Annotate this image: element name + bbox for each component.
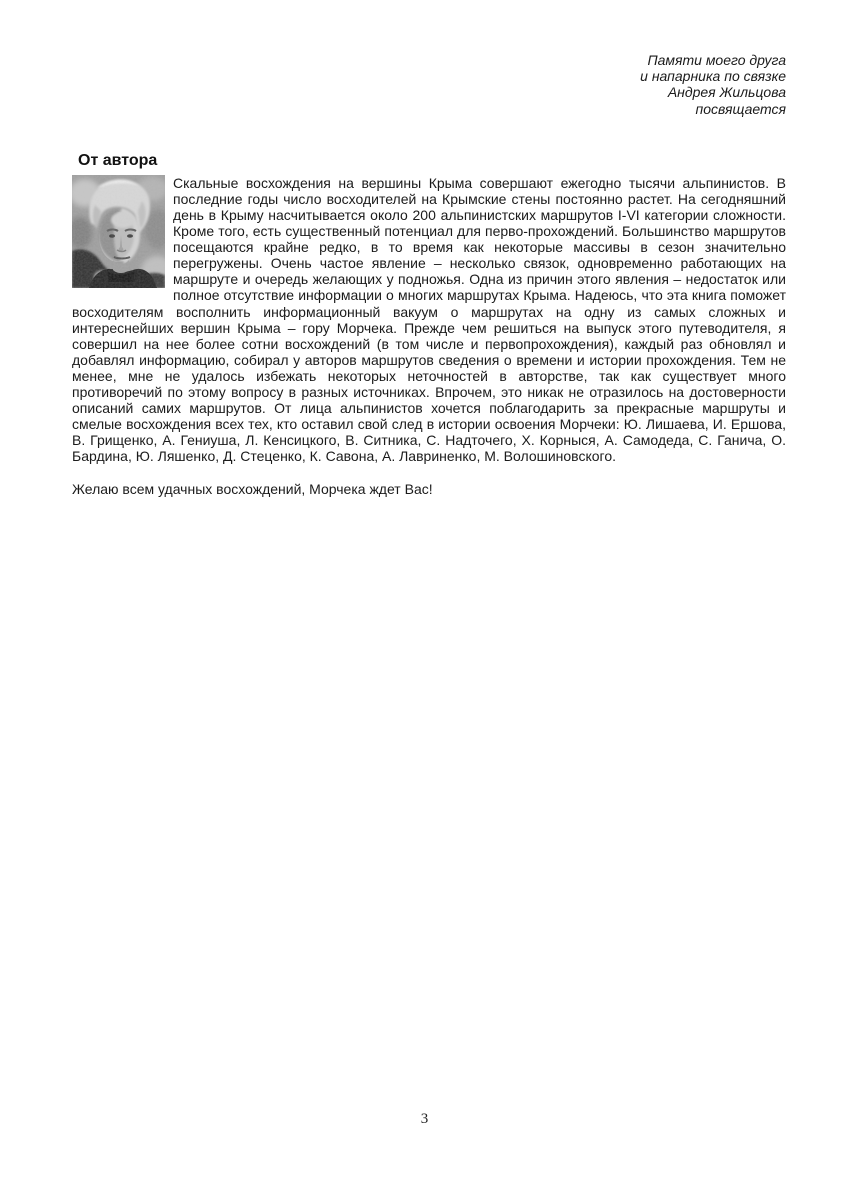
section-heading: От автора: [78, 151, 158, 169]
dedication-line: Андрея Жильцова: [667, 84, 786, 101]
page-content: [72, 0, 786, 497]
closing-line: Желаю всем удачных восхождений, Морчека ждет Вас!: [72, 480, 433, 497]
author-portrait-image: [72, 175, 165, 288]
author-photo: [72, 175, 165, 288]
dedication-line: Памяти моего друга: [647, 52, 786, 68]
dedication: [72, 52, 786, 117]
author-paragraph-text: Скальные восхождения на вершины Крыма совершают ежегодно тысячи альпинистов. В последние годы число восходителей на Крымские стены постоянно растет. На сегодняшний день в Крыму насчитывается около 200 альпинистских маршрутов I-VI категории сложности. Кроме того, есть существенный потенциал для перво-прохождений. Большинство маршрутов посещаются крайне редко, в то время как некоторые массивы в сезон значительно перегружены. Очень частое явление – несколько связок, одновременно работающих на маршруте и очередь желающих у подножья. Одна из причин этого явления – недостаток или полное отсутствие информации о многих маршрутах Крыма. Надеюсь, что эта книга поможет восходителям восполнить информационный вакуум о маршрутах на одну из самых сложных и интереснейших вершин Крыма – гору Морчека. Прежде чем решиться на выпуск этого путеводителя, я совершил на нее более сотни восхождений (в том числе и первопрохождения), каждый раз обновлял и добавлял информацию, собирал у авторов маршрутов сведения о времени и истории прохождения. Тем не менее, мне не удалось избежать некоторых неточностей в авторстве, так как существует много противоречий по этому вопросу в разных источниках. Впрочем, это никак не отразилось на достоверности описаний самих маршрутов. От лица альпинистов хочется поблагодарить за прекрасные маршруты и смелые восхождения всех тех, кто оставил свой след в истории освоения Морчеки: Ю. Лишаева, И. Ершова, В. Грищенко, А. Гениуша, Л. Кенсицкого, В. Ситника, С. Надточего, Х. Корныся, А. Самодеда, С. Ганича, О. Бардина, Ю. Ляшенко, Д. Стеценко, К. Савона, А. Лавриненко, М. Волошиновского.: [72, 174, 786, 465]
dedication-line: и напарника по связке: [640, 68, 786, 85]
page-number: 3: [420, 1111, 429, 1127]
author-paragraph: [72, 175, 786, 465]
dedication-line: посвящается: [695, 100, 786, 117]
